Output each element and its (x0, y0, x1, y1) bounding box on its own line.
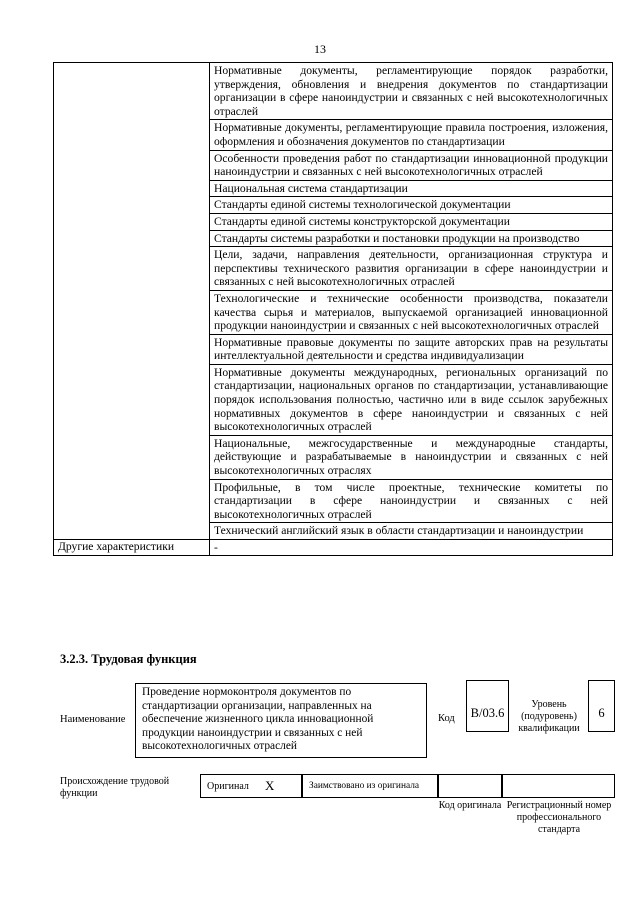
knowledge-item: Профильные, в том числе проектные, технические комитеты по стандартизации в сфере наноиндустрии и связанных с ней высокотехнологичных отраслей (210, 479, 613, 523)
original-label: Оригинал (207, 781, 249, 792)
knowledge-item: Стандарты единой системы конструкторской документации (210, 213, 613, 230)
table-row (54, 540, 613, 556)
name-label: Наименование (60, 714, 126, 725)
function-code-box: B/03.6 (466, 680, 509, 732)
origin-label: Происхождение трудовой функции (60, 776, 170, 799)
original-cell (200, 774, 302, 798)
code-label: Код (438, 713, 455, 724)
knowledge-item: Особенности проведения работ по стандартизации инновационной продукции наноиндустрии и связанных с ней высокотехнологичных отраслей (210, 150, 613, 180)
knowledge-item: Нормативные документы международных, региональных организаций по стандартизации, национальных органов по стандартизации, устанавливающие порядок использования полностью, частично или в виде ссылок зарубежных нормативных документов в сфере наноиндустрии и связанных с ней высокотехнологичных отраслей (210, 364, 613, 435)
qualification-level-box: 6 (588, 680, 615, 732)
borrowed-cell (302, 774, 438, 798)
knowledge-item: Стандарты единой системы технологической документации (210, 197, 613, 214)
other-characteristics-label: Другие характеристики (54, 540, 210, 556)
reg-number-label: Регистрационный номер профессионального стандарта (506, 800, 612, 835)
knowledge-item: Технологические и технические особенности производства, показатели качества сырья и материалов, выпускаемой организацией инновационной продукции наноиндустрии и связанных с ней высокотехнологичных отраслей (210, 290, 613, 334)
section-title: 3.2.3. Трудовая функция (60, 652, 197, 666)
function-name-box: Проведение нормоконтроля документов по стандартизации организации, направленных на обеспечение жизненного цикла инновационной продукции наноиндустрии и связанных с ней высокотехнологичных отраслей (135, 683, 427, 758)
knowledge-item: Цели, задачи, направления деятельности, организационная структура и перспективы технического развития организации в сфере наноиндустрии и связанных с ней высокотехнологичных отраслей (210, 247, 613, 291)
knowledge-item: Национальные, межгосударственные и международные стандарты, действующие и разрабатываемые в наноиндустрии и связанных с ней высокотехнологичных отраслях (210, 435, 613, 479)
knowledge-table (53, 62, 613, 556)
table-row (54, 63, 613, 120)
knowledge-item: Нормативные правовые документы по защите авторских прав на результаты интеллектуальной деятельности и средства индивидуализации (210, 334, 613, 364)
level-label: Уровень (подуровень) квалификации (518, 699, 580, 734)
original-mark: X (265, 778, 275, 793)
code-original-cell (438, 774, 502, 798)
knowledge-label-cell (54, 63, 210, 540)
knowledge-item: Технический английский язык в области стандартизации и наноиндустрии (210, 523, 613, 540)
knowledge-item: Стандарты системы разработки и постановки продукции на производство (210, 230, 613, 247)
page-number: 13 (314, 42, 326, 56)
borrowed-label: Заимствовано из оригинала (309, 781, 420, 791)
knowledge-item: Национальная система стандартизации (210, 180, 613, 197)
knowledge-item: Нормативные документы, регламентирующие порядок разработки, утверждения, обновления и внедрения документов по стандартизации организации в сфере наноиндустрии и связанных с ней высокотехнологичных отраслей (210, 63, 613, 120)
other-characteristics-value: - (210, 540, 613, 556)
code-original-label: Код оригинала (438, 800, 502, 811)
knowledge-item: Нормативные документы, регламентирующие правила построения, изложения, оформления и обозначения документов по стандартизации (210, 120, 613, 150)
reg-number-cell (502, 774, 615, 798)
